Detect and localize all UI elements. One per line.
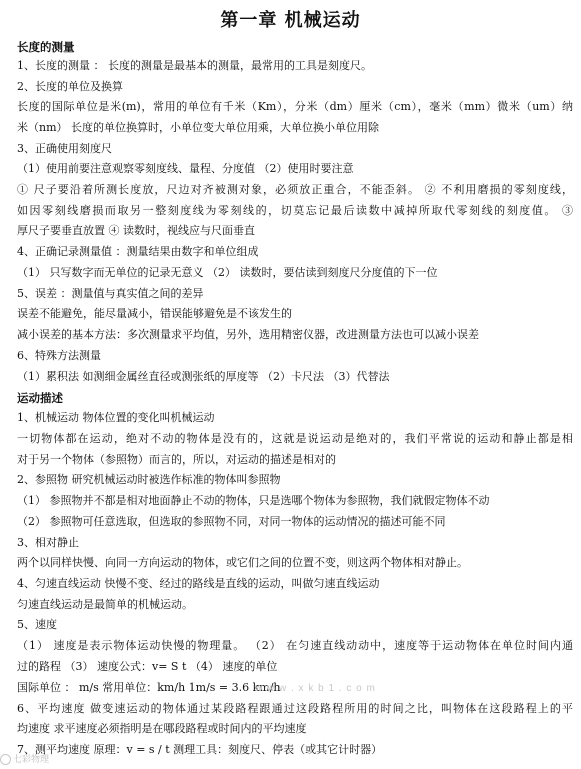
text-line: 均速度 求平速度必须指明是在哪段路程或时间内的平均速度 xyxy=(17,722,307,735)
text-line: 2、参照物 研究机械运动时被选作标准的物体叫参照物 xyxy=(17,473,281,486)
text-line: 3、相对静止 xyxy=(17,536,79,549)
text-line: 国际单位 ： m/s 常用单位：km/h 1m/s = 3.6 km/h xyxy=(17,681,281,694)
text-line: 4、匀速直线运动 快慢不变、经过的路线是直线的运动，叫做匀速直线运动 xyxy=(17,577,380,590)
text-line: 5、速度 xyxy=(17,618,57,631)
text-line: 两个以同样快慢、向同一方向运动的物体，或它们之间的位置不变，则这两个物体相对静止。 xyxy=(17,556,468,569)
text-line: 误差不能避免，能尽量减小，错误能够避免是不该发生的 xyxy=(17,307,292,320)
text-line: 米（nm） 长度的单位换算时，小单位变大单位用乘，大单位换小单位用除 xyxy=(17,121,380,134)
logo-text: 七彩物理 xyxy=(13,754,50,764)
text-line: ① 尺子要沿着所测长度放，尺边对齐被测对象，必须放正重合，不能歪斜。 ② 不利用磨损的零刻度线， xyxy=(17,183,573,196)
text-line: （2） 参照物可任意选取，但选取的参照物不同，对同一物体的运动情况的描述可能不同 xyxy=(17,515,446,528)
text-line: 6、平均速度 做变速运动的物体通过某段路程跟通过这段路程所用的时间之比，叫物体在这段路程上的平 xyxy=(17,702,573,715)
text-line: （1） 参照物并不都是相对地面静止不动的物体，只是选哪个物体为参照物，我们就假定物体不动 xyxy=(17,494,490,507)
text-line: （1）使用前要注意观察零刻度线、量程、分度值 （2）使用时要注意 xyxy=(17,162,354,175)
text-line: 过的路程 （3） 速度公式：v= S t （4） 速度的单位 xyxy=(17,660,278,673)
text-line: 2、长度的单位及换算 xyxy=(17,80,123,93)
section-heading: 运动描述 xyxy=(17,391,63,405)
text-line: 1、机械运动 物体位置的变化叫机械运动 xyxy=(17,411,215,424)
text-line: 匀速直线运动是最简单的机械运动。 xyxy=(17,598,193,611)
text-line: 7、测平均速度 原理：v = s / t 测理工具：刻度尺、停表（或其它计时器） xyxy=(17,743,383,756)
text-line: 4、正确记录测量值 ：测量结果由数字和单位组成 xyxy=(17,245,259,258)
text-line: （1） 速度是表示物体运动快慢的物理量。 （2） 在匀速直线动动中，速度等于运动物体在单位时间内通 xyxy=(17,639,573,652)
chapter-title: 第一章 机械运动 xyxy=(220,10,361,31)
text-line: 3、正确使用刻度尺 xyxy=(17,142,112,155)
watermark: w w w . x k b 1 . c o m xyxy=(255,683,376,694)
text-line: 如因零刻线磨损而取另一整刻度线为零刻线的，切莫忘记最后读数中减掉所取代零刻线的刻度值。 ③ xyxy=(17,204,573,217)
logo-icon xyxy=(0,754,11,765)
text-line: （1） 只写数字而无单位的记录无意义 （2） 读数时，要估读到刻度尺分度值的下一位 xyxy=(17,266,438,279)
text-line: 厚尺子要垂直放置 ④ 读数时，视线应与尺面垂直 xyxy=(17,224,255,237)
section-heading: 长度的测量 xyxy=(17,40,75,54)
text-line: 5、误差 ：测量值与真实值之间的差异 xyxy=(17,287,204,300)
text-line: 1、长度的测量 ： 长度的测量是最基本的测量，最常用的工具是刻度尺。 xyxy=(17,59,372,72)
text-line: 减小误差的基本方法：多次测量求平均值，另外，选用精密仪器，改进测量方法也可以减小误差 xyxy=(17,328,479,341)
text-line: 对于另一个物体（参照物）而言的，所以，对运动的描述是相对的 xyxy=(17,453,336,466)
text-line: 6、特殊方法测量 xyxy=(17,349,101,362)
text-line: （1）累积法 如测细金属丝直径或测张纸的厚度等 （2）卡尺法 （3）代替法 xyxy=(17,370,390,383)
source-logo xyxy=(0,752,70,769)
text-line: 一切物体都在运动，绝对不动的物体是没有的，这就是说运动是绝对的，我们平常说的运动和静止都是相 xyxy=(17,432,573,445)
text-line: 长度的国际单位是米(m)，常用的单位有千米（Km），分米（dm）厘米（cm），毫米（mm）微米（um）纳 xyxy=(17,100,573,113)
